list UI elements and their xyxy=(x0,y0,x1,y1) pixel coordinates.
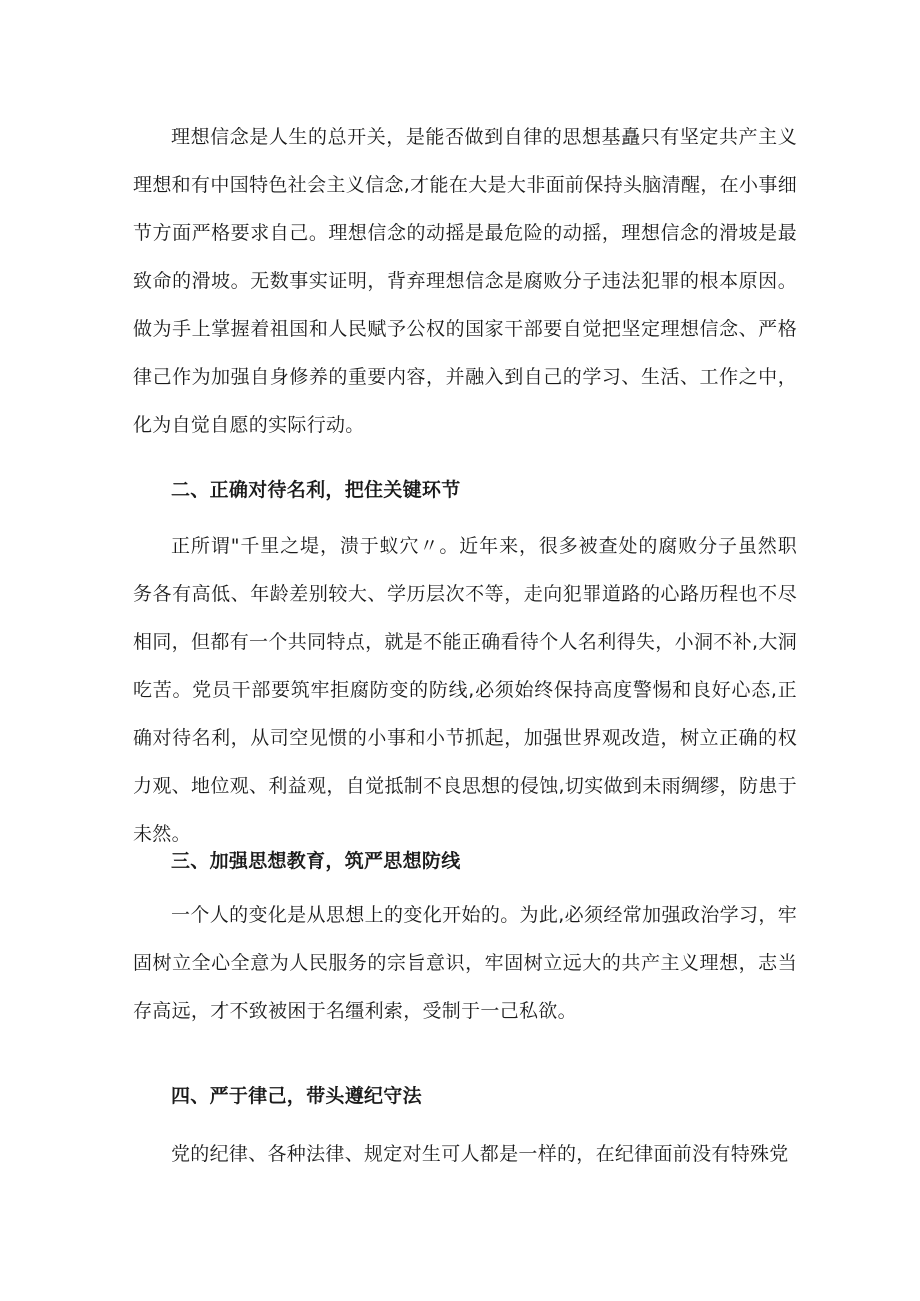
section-heading-3: 三、加强思想教育，筑严思想防线 xyxy=(171,850,461,872)
paragraph-fame-gain: 正所谓"千里之堤，溃于蚁穴〃。近年来，很多被查处的腐败分子虽然职务各有高低、年龄差别较大、学历层次不等，走向犯罪道路的心路历程也不尽相同，但都有一个共同特点，就是不能正确看待个人名利得失，小洞不补,大洞吃苦。党员干部要筑牢拒腐防变的防线,必须始终保持高度警惕和良好心态,正确对待名利，从司空见惯的小事和小节抓起，加强世界观改造，树立正确的权力观、地位观、利益观，自觉抵制不良思想的侵蚀,切实做到未雨绸缪，防患于未然。 xyxy=(133,535,797,845)
paragraph-thought-education: 一个人的变化是从思想上的变化开始的。为此,必须经常加强政治学习，牢固树立全心全意为人民服务的宗旨意识，牢固树立远大的共产主义理想，志当存高远，才不致被困于名缰利索，受制于一己私欲。 xyxy=(133,904,797,1022)
section-heading-4: 四、严于律己，带头遵纪守法 xyxy=(171,1085,422,1107)
paragraph-ideals-beliefs: 理想信念是人生的总开关，是能否做到自律的思想基矗只有坚定共产主义理想和有中国特色社会主义信念,才能在大是大非面前保持头脑清醒，在小事细节方面严格要求自己。理想信念的动摇是最危险的动摇，理想信念的滑坡是最致命的滑坡。无数事实证明，背弃理想信念是腐败分子违法犯罪的根本原因。做为手上掌握着祖国和人民赋予公权的国家干部要自觉把坚定理想信念、严格律己作为加强自身修养的重要内容，并融入到自己的学习、生活、工作之中，化为自觉自愿的实际行动。 xyxy=(133,126,797,436)
paragraph-discipline: 党的纪律、各种法律、规定对生可人都是一样的，在纪律面前没有特殊党 xyxy=(171,1143,789,1165)
section-heading-2: 二、正确对待名利，把住关键环节 xyxy=(171,479,461,501)
